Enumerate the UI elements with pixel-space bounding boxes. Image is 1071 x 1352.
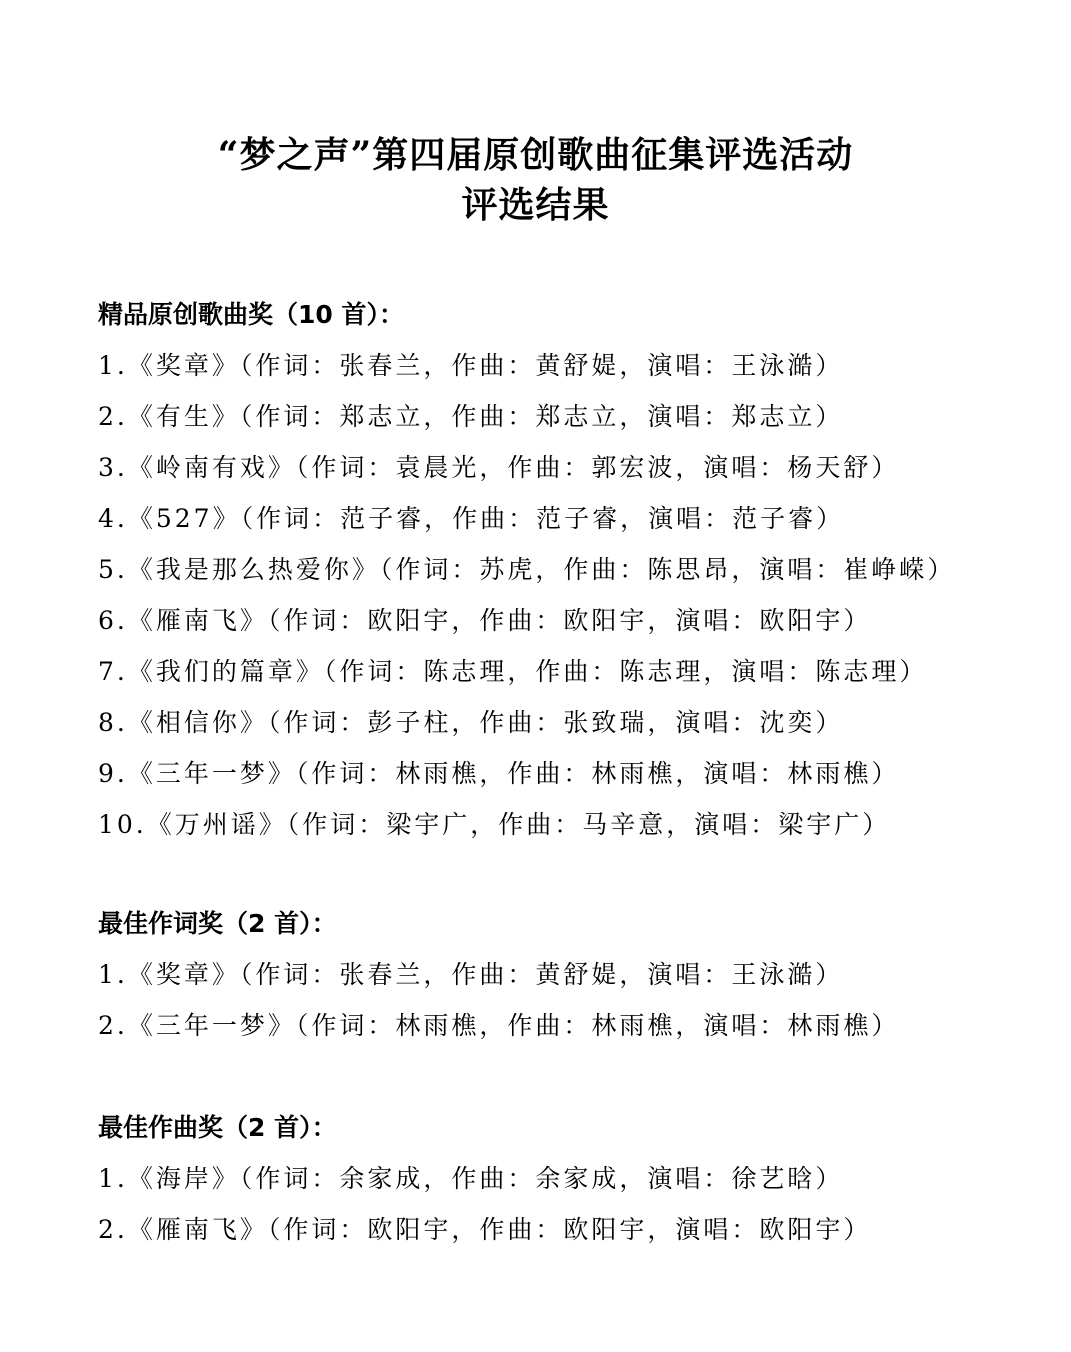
section-heading: 最佳作曲奖（2 首）：	[98, 1113, 337, 1142]
document-title	[0, 130, 1071, 230]
list-item: 10.《万州谣》（作词：梁宇广，作曲：马辛意，演唱：梁宇广）	[98, 810, 891, 839]
list-item: 2.《三年一梦》（作词：林雨樵，作曲：林雨樵，演唱：林雨樵）	[98, 1011, 900, 1040]
list-item: 2.《有生》（作词：郑志立，作曲：郑志立，演唱：郑志立）	[98, 402, 844, 431]
section-heading: 最佳作词奖（2 首）：	[98, 909, 337, 938]
list-item: 5.《我是那么热爱你》（作词：苏虎，作曲：陈思昂，演唱：崔峥嵘）	[98, 555, 956, 584]
list-item: 1.《奖章》（作词：张春兰，作曲：黄舒媞，演唱：王泳澔）	[98, 351, 844, 380]
list-item: 2.《雁南飞》（作词：欧阳宇，作曲：欧阳宇，演唱：欧阳宇）	[98, 1215, 872, 1244]
list-item: 8.《相信你》（作词：彭子柱，作曲：张致瑞，演唱：沈奕）	[98, 708, 844, 737]
section-heading: 精品原创歌曲奖（10 首）：	[98, 300, 404, 329]
entry-list	[98, 348, 1028, 858]
list-item: 9.《三年一梦》（作词：林雨樵，作曲：林雨樵，演唱：林雨樵）	[98, 759, 900, 788]
section-premium-original-song-award	[98, 297, 1028, 858]
list-item: 1.《奖章》（作词：张春兰，作曲：黄舒媞，演唱：王泳澔）	[98, 960, 844, 989]
entry-list	[98, 957, 1028, 1059]
section-best-composition-award	[98, 1110, 1028, 1263]
list-item: 6.《雁南飞》（作词：欧阳宇，作曲：欧阳宇，演唱：欧阳宇）	[98, 606, 872, 635]
list-item: 3.《岭南有戏》（作词：袁晨光，作曲：郭宏波，演唱：杨天舒）	[98, 453, 900, 482]
title-line-1: “梦之声”第四届原创歌曲征集评选活动	[217, 134, 854, 176]
section-best-lyrics-award	[98, 906, 1028, 1059]
entry-list	[98, 1161, 1028, 1263]
title-line-2: 评选结果	[461, 184, 610, 226]
list-item: 1.《海岸》（作词：余家成，作曲：余家成，演唱：徐艺晗）	[98, 1164, 844, 1193]
list-item: 7.《我们的篇章》（作词：陈志理，作曲：陈志理，演唱：陈志理）	[98, 657, 928, 686]
list-item: 4.《527》（作词：范子睿，作曲：范子睿，演唱：范子睿）	[98, 504, 845, 533]
